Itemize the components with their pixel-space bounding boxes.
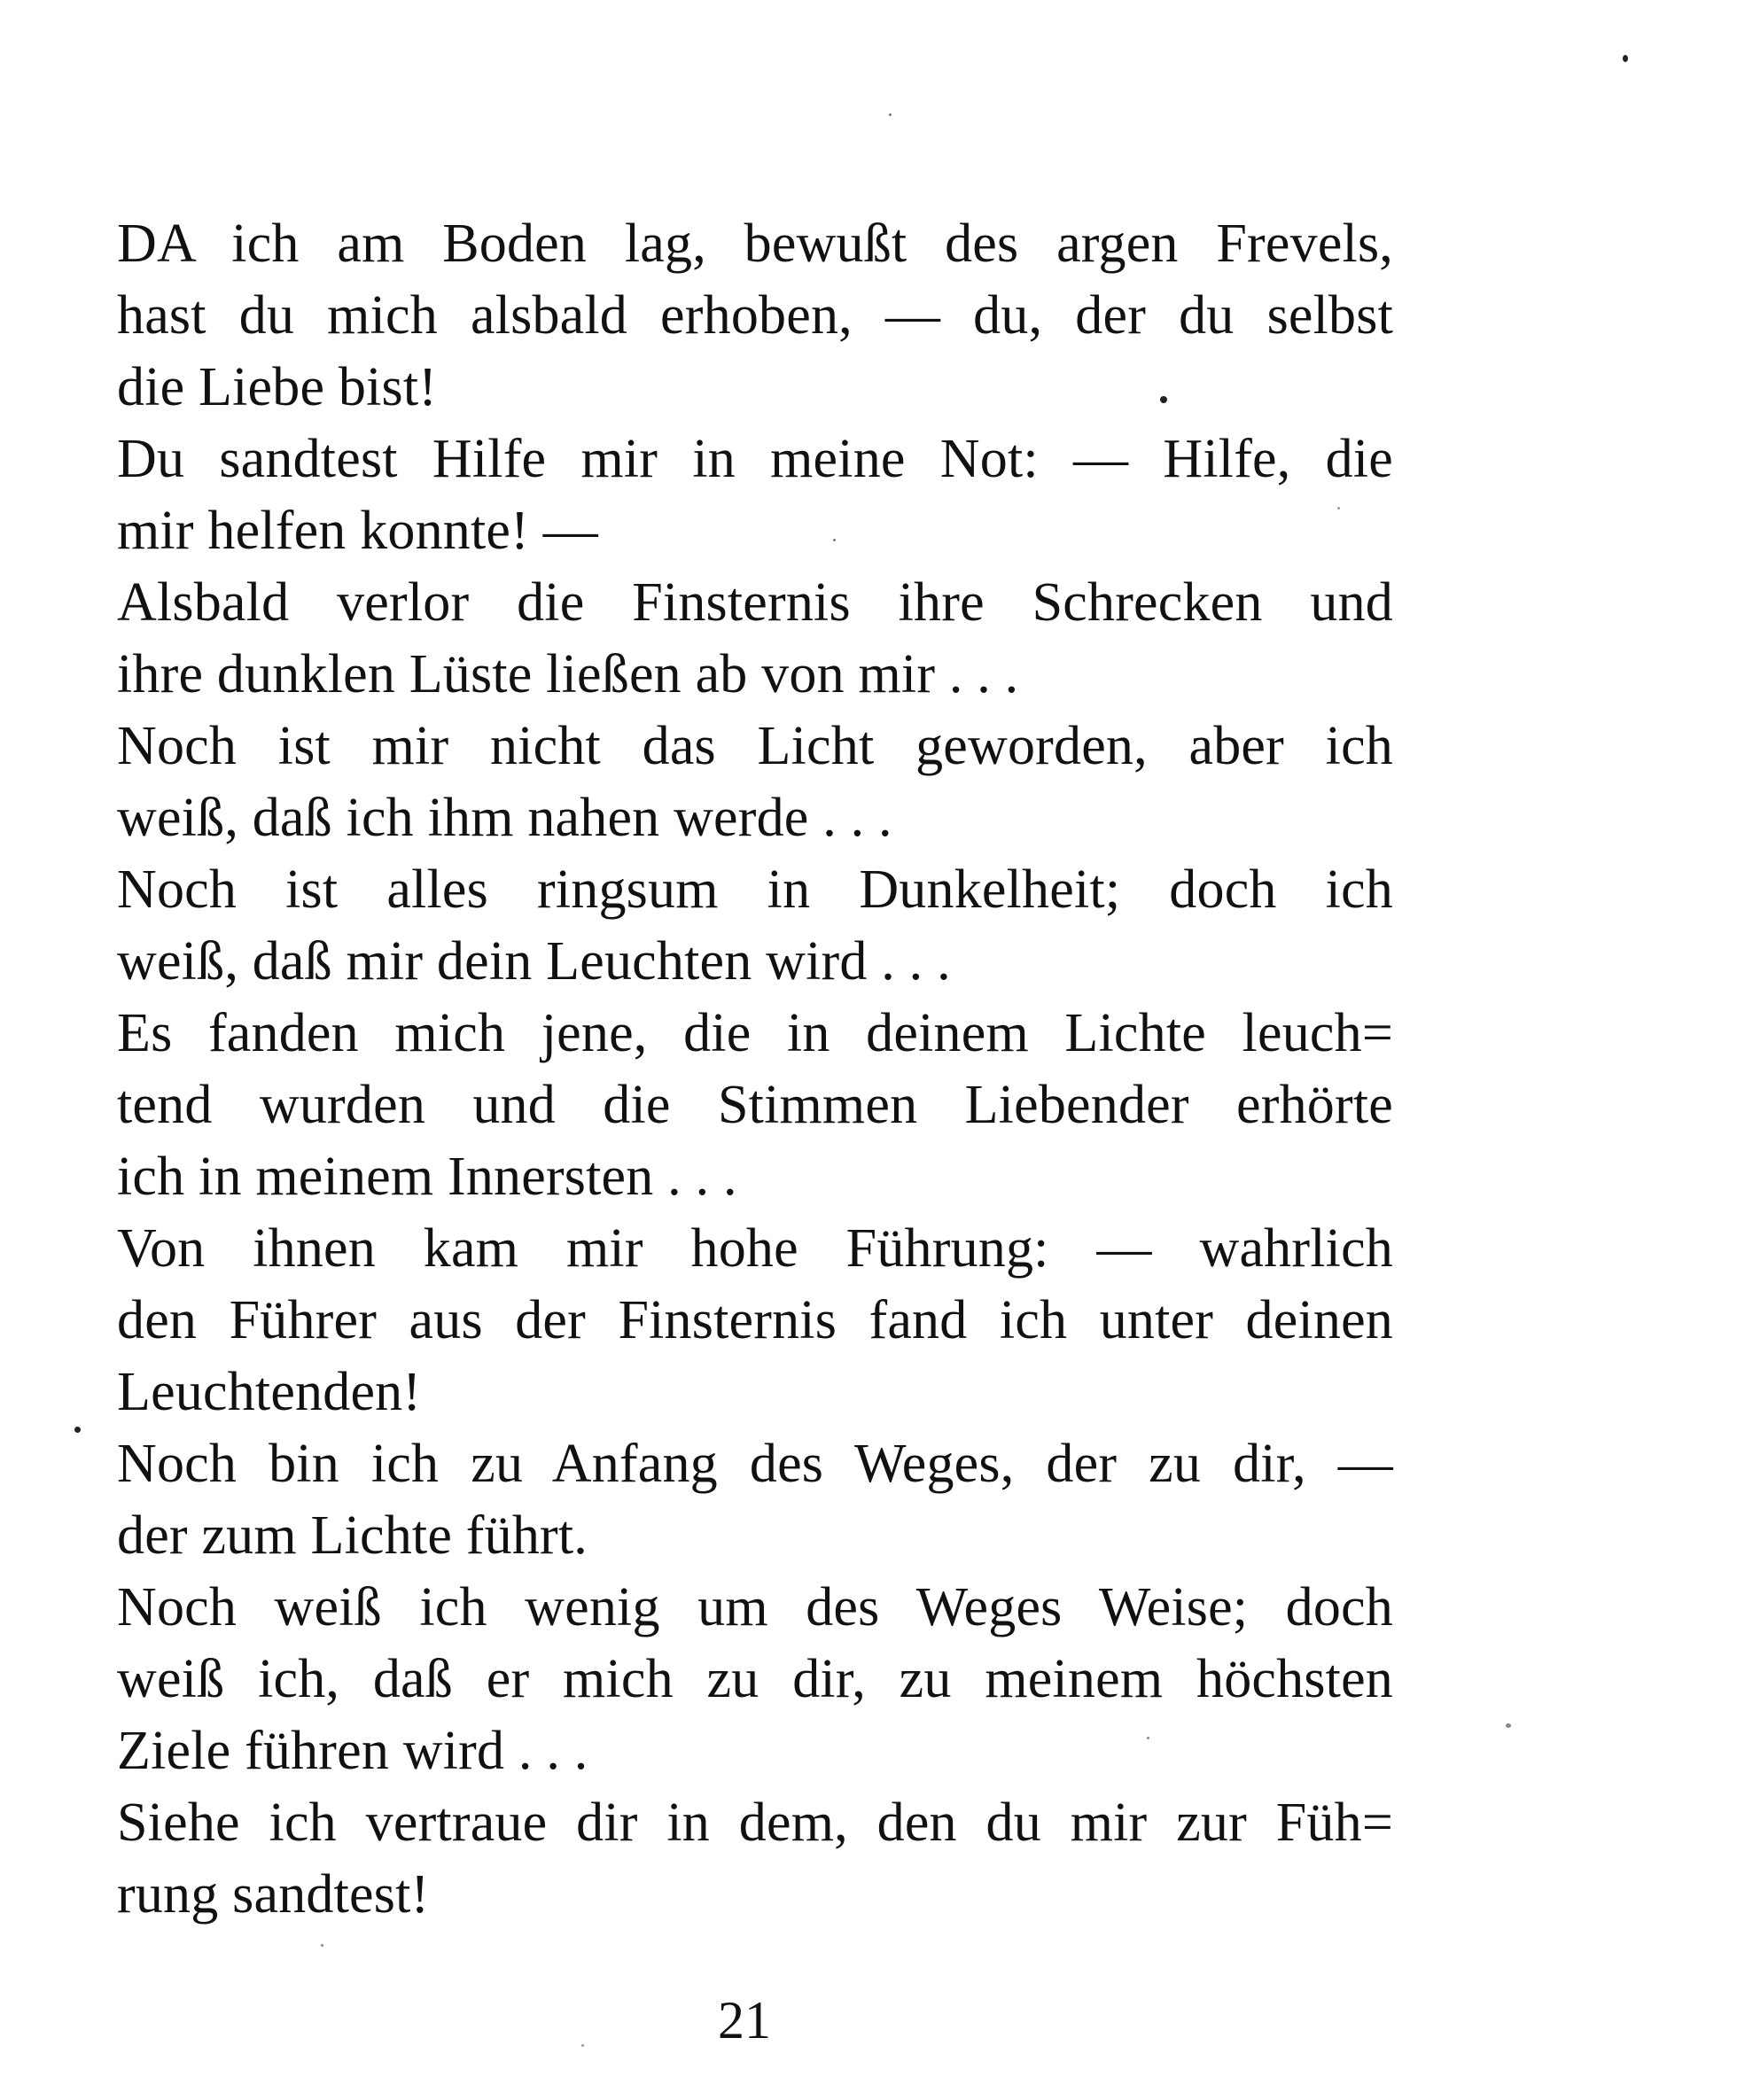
- text-line: Noch ist mir nicht das Licht geworden, aber ich: [117, 716, 1393, 776]
- scan-speck: [889, 113, 892, 116]
- text-line: die Liebe bist!: [117, 357, 438, 417]
- page-number: 21: [718, 1991, 771, 2049]
- scan-speck: [1623, 55, 1628, 62]
- text-line: DA ich am Boden lag, bewußt des argen Frevels,: [117, 214, 1393, 274]
- text-line: ihre dunklen Lüste ließen ab von mir . . .: [117, 644, 1019, 704]
- text-line: mir helfen konnte! —: [117, 501, 598, 561]
- text-line: Noch weiß ich wenig um des Weges Weise; doch: [117, 1577, 1393, 1637]
- scan-speck: [1160, 396, 1167, 403]
- scan-speck: [833, 539, 836, 541]
- text-line: Es fanden mich jene, die in deinem Lichte leuch=: [117, 1003, 1393, 1063]
- text-line: Von ihnen kam mir hohe Führung: — wahrlich: [117, 1218, 1393, 1279]
- text-line: Siehe ich vertraue dir in dem, den du mir zur Füh=: [117, 1793, 1393, 1853]
- scan-speck: [1147, 1737, 1149, 1739]
- scan-speck: [1337, 507, 1340, 509]
- text-line: rung sandtest!: [117, 1864, 430, 1925]
- text-line: ich in meinem Innersten . . .: [117, 1147, 737, 1207]
- text-line: Ziele führen wird . . .: [117, 1721, 588, 1781]
- text-line: Noch bin ich zu Anfang des Weges, der zu dir, —: [117, 1434, 1393, 1494]
- text-line: weiß, daß ich ihm nahen werde . . .: [117, 788, 892, 848]
- text-line: Leuchtenden!: [117, 1362, 422, 1422]
- text-line: weiß ich, daß er mich zu dir, zu meinem höchsten: [117, 1649, 1393, 1709]
- text-line: Alsbald verlor die Finsternis ihre Schrecken und: [117, 572, 1393, 633]
- text-line: Du sandtest Hilfe mir in meine Not: — Hilfe, die: [117, 429, 1393, 489]
- text-line: hast du mich alsbald erhoben, — du, der du selbst: [117, 285, 1393, 346]
- scan-speck: [74, 1427, 81, 1433]
- text-line: weiß, daß mir dein Leuchten wird . . .: [117, 931, 951, 992]
- text-line: Noch ist alles ringsum in Dunkelheit; doch ich: [117, 859, 1393, 920]
- scan-speck: [1506, 1723, 1511, 1728]
- text-line: tend wurden und die Stimmen Liebender erhörte: [117, 1075, 1393, 1135]
- scan-speck: [321, 1944, 323, 1947]
- text-line: den Führer aus der Finsternis fand ich unter deinen: [117, 1290, 1393, 1350]
- scan-speck: [581, 2044, 584, 2047]
- text-line: der zum Lichte führt.: [117, 1505, 588, 1566]
